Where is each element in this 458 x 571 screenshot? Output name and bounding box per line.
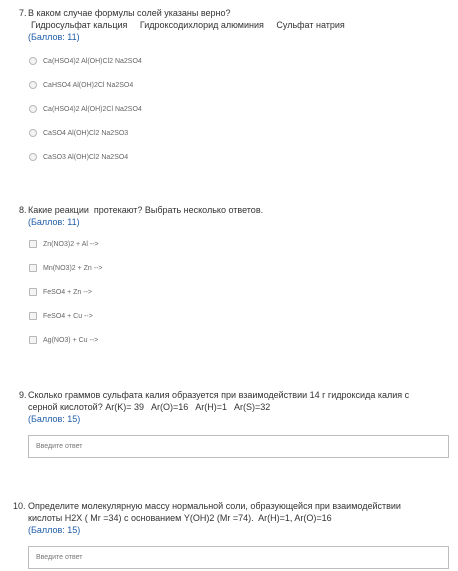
option-label[interactable]: Ca(HSO4)2 Al(OH)Cl2 Na2SO4 xyxy=(43,58,142,65)
points-label: (Баллов: 15) xyxy=(28,525,81,535)
option-label[interactable]: Ca(HSO4)2 Al(OH)2Cl Na2SO4 xyxy=(43,106,142,113)
option-label[interactable]: Ag(NO3) + Cu --> xyxy=(43,337,99,344)
checkbox[interactable] xyxy=(29,240,37,248)
question-number: 7. xyxy=(19,8,27,18)
answer-input[interactable] xyxy=(28,435,449,458)
option-label[interactable]: FeSO4 + Zn --> xyxy=(43,289,93,296)
question-number: 8. xyxy=(19,205,27,215)
option-label[interactable]: FeSO4 + Cu --> xyxy=(43,313,93,320)
option-label[interactable]: Mn(NO3)2 + Zn --> xyxy=(43,265,103,272)
checkbox[interactable] xyxy=(29,312,37,320)
radio-button[interactable] xyxy=(29,57,37,65)
points-label: (Баллов: 11) xyxy=(28,217,80,227)
question-text-line-2: серной кислотой? Ar(K)= 39 Ar(O)=16 Ar(H)=1 Ar(S)=32 xyxy=(28,402,271,412)
option-label[interactable]: CaHSO4 Al(OH)2Cl Na2SO4 xyxy=(43,82,134,89)
radio-button[interactable] xyxy=(29,129,37,137)
checkbox[interactable] xyxy=(29,336,37,344)
radio-button[interactable] xyxy=(29,153,37,161)
question-text: Какие реакции протекают? Выбрать несколько ответов. xyxy=(28,205,264,215)
radio-button[interactable] xyxy=(29,105,37,113)
question-text-line-1: Определите молекулярную массу нормальной соли, образующейся при взаимодействии xyxy=(28,501,401,511)
question-number: 10. xyxy=(13,501,26,511)
question-text-line-2: кислоты H2X ( Mr =34) с основанием Y(OH)2 (Mr =74). Ar(H)=1, Ar(O)=16 xyxy=(28,513,332,523)
radio-button[interactable] xyxy=(29,81,37,89)
question-text: В каком случае формулы солей указаны верно? xyxy=(28,8,231,18)
question-number: 9. xyxy=(19,390,27,400)
checkbox[interactable] xyxy=(29,288,37,296)
option-label[interactable]: CaSO3 Al(OH)Cl2 Na2SO4 xyxy=(43,154,129,161)
points-label: (Баллов: 11) xyxy=(28,32,80,42)
answer-input[interactable] xyxy=(28,546,449,569)
points-label: (Баллов: 15) xyxy=(28,414,81,424)
option-label[interactable]: CaSO4 Al(OH)Cl2 Na2SO3 xyxy=(43,130,129,137)
question-text-line-1: Сколько граммов сульфата калия образуется при взаимодействии 14 г гидроксида калия с xyxy=(28,390,410,400)
option-label[interactable]: Zn(NO3)2 + Al --> xyxy=(43,241,99,248)
question-subtitle: Гидросульфат кальция Гидроксодихлорид алюминия Сульфат натрия xyxy=(31,20,345,30)
checkbox[interactable] xyxy=(29,264,37,272)
